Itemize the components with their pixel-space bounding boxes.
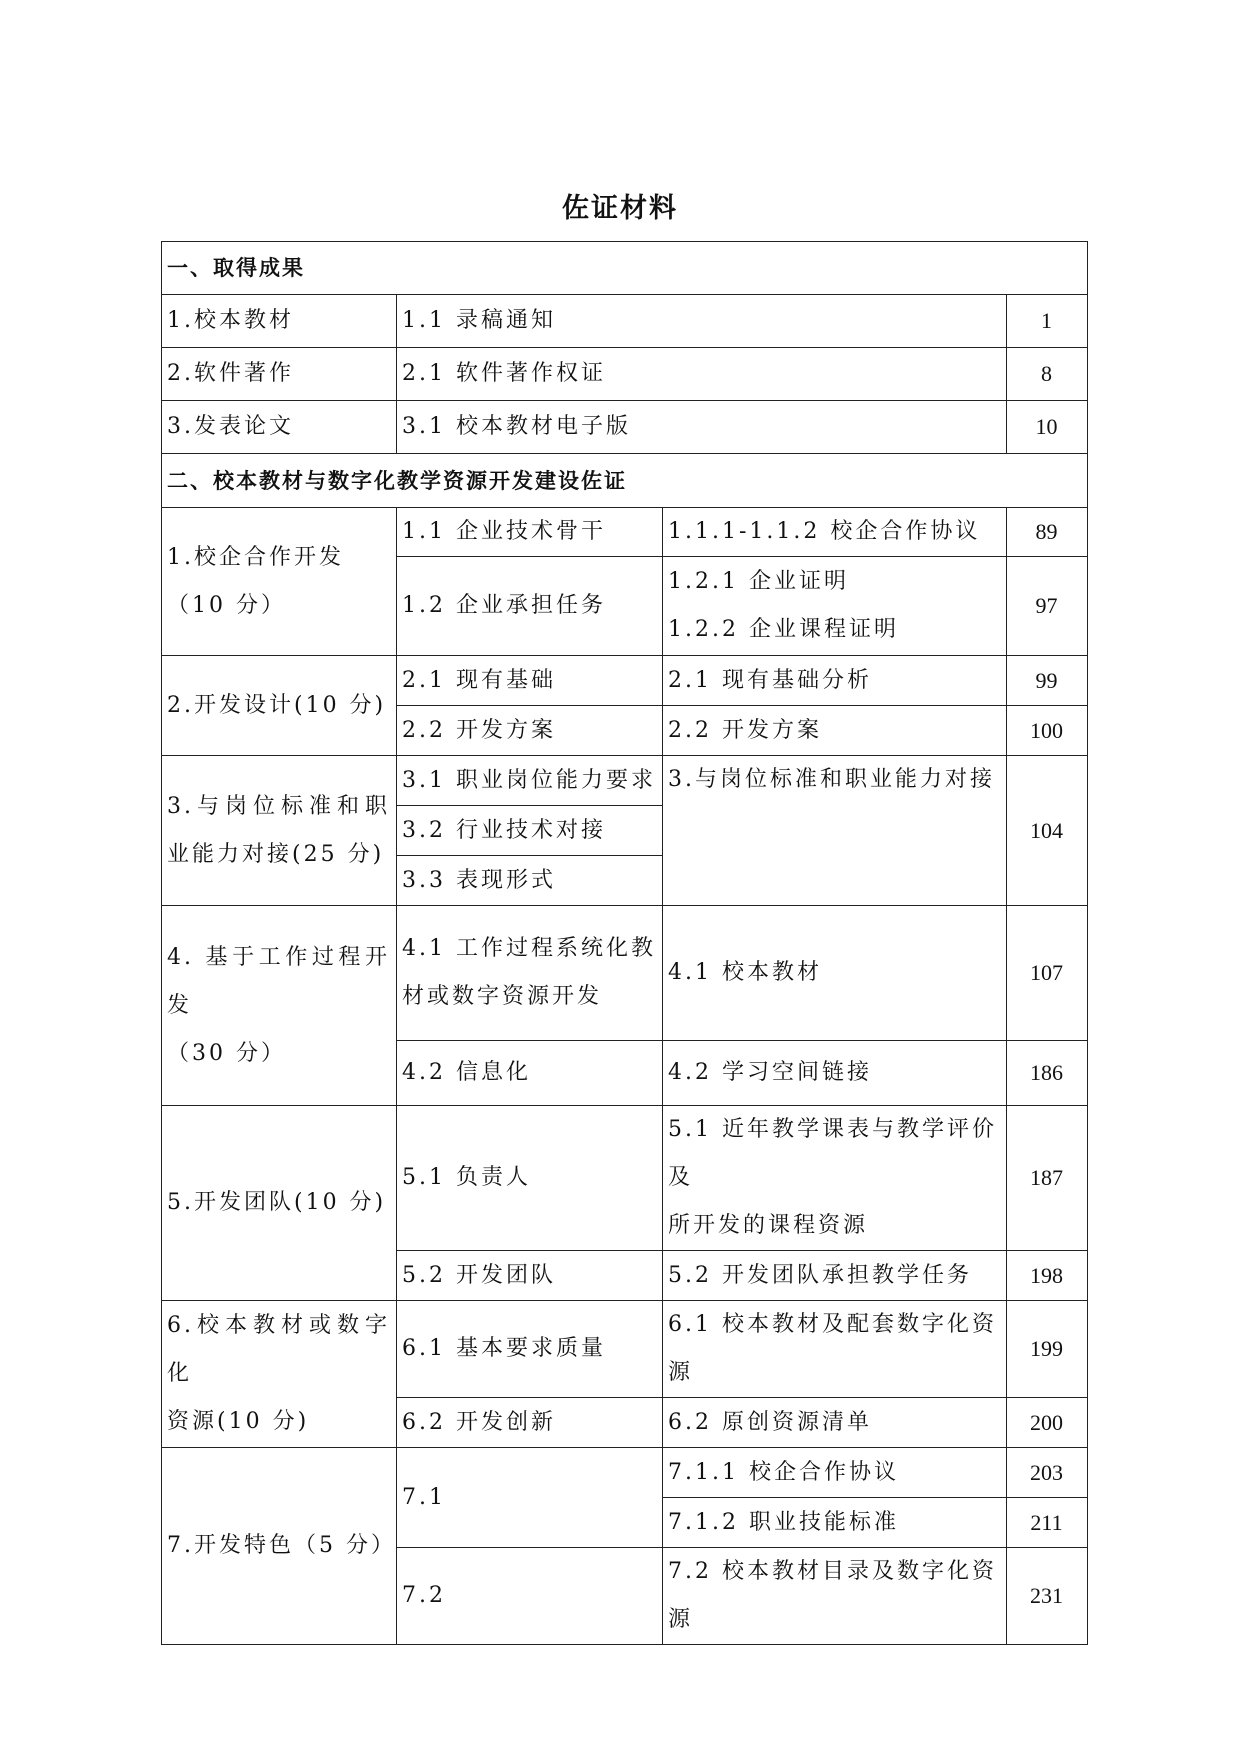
page-number: 1 (1007, 295, 1088, 348)
evidence-line: 所开发的课程资源 (668, 1213, 869, 1238)
page-number: 8 (1007, 348, 1088, 401)
category-line: 发 (167, 992, 193, 1018)
category-cell (162, 1301, 397, 1448)
item-cell: 2.2 开发方案 (397, 706, 663, 756)
category-line: （10 分） (167, 592, 286, 618)
page-number: 231 (1007, 1548, 1088, 1645)
evidence-cell: 1.1.1-1.1.2 校企合作协议 (663, 508, 1007, 557)
page-number: 99 (1007, 656, 1088, 706)
category-line: 1.校企合作开发 (167, 544, 344, 570)
evidence-cell: 7.2 校本教材目录及数字化资源 (663, 1548, 1007, 1645)
page-number: 89 (1007, 508, 1088, 557)
category-line: 4. 基于工作过程开 (167, 944, 390, 970)
page-number: 187 (1007, 1106, 1088, 1251)
category-line: 业能力对接(25 分) (167, 841, 385, 867)
category-cell: 2.软件著作 (162, 348, 397, 401)
category-cell (162, 906, 397, 1106)
evidence-cell: 7.1.2 职业技能标准 (663, 1498, 1007, 1548)
item-cell: 4.2 信息化 (397, 1041, 663, 1106)
page-number: 107 (1007, 906, 1088, 1041)
category-line: 资源(10 分) (167, 1409, 310, 1434)
category-cell: 3.发表论文 (162, 401, 397, 454)
item-cell: 6.2 开发创新 (397, 1398, 663, 1448)
item-cell: 2.1 软件著作权证 (397, 348, 1007, 401)
item-cell: 1.2 企业承担任务 (397, 557, 663, 656)
item-cell: 1.1 企业技术骨干 (397, 508, 663, 557)
category-cell (162, 756, 397, 906)
section-header-row (162, 242, 1088, 295)
page-number: 97 (1007, 557, 1088, 656)
item-cell: 7.1 (397, 1448, 663, 1548)
category-cell: 7.开发特色（5 分） (162, 1448, 397, 1645)
evidence-cell: 5.2 开发团队承担教学任务 (663, 1251, 1007, 1301)
evidence-cell: 7.1.1 校企合作协议 (663, 1448, 1007, 1498)
item-cell: 3.2 行业技术对接 (397, 806, 663, 856)
page-number: 198 (1007, 1251, 1088, 1301)
page-number: 10 (1007, 401, 1088, 454)
evidence-cell: 2.1 现有基础分析 (663, 656, 1007, 706)
table-row (162, 1106, 1088, 1251)
item-cell: 5.1 负责人 (397, 1106, 663, 1251)
table-row (162, 1448, 1088, 1498)
item-cell: 2.1 现有基础 (397, 656, 663, 706)
evidence-cell: 4.1 校本教材 (663, 906, 1007, 1041)
category-line: 3.与岗位标准和职 (167, 793, 390, 819)
table-row (162, 1301, 1088, 1398)
evidence-cell: 3.与岗位标准和职业能力对接 (663, 756, 1007, 906)
evidence-line: 1.2.2 企业课程证明 (668, 617, 899, 642)
page-number: 203 (1007, 1448, 1088, 1498)
category-cell: 5.开发团队(10 分) (162, 1106, 397, 1301)
table-row (162, 756, 1088, 806)
item-cell (397, 906, 663, 1041)
item-cell: 7.2 (397, 1548, 663, 1645)
section-heading: 二、校本教材与数字化教学资源开发建设佐证 (162, 454, 1088, 508)
item-line: 4.1 工作过程系统化教 (402, 936, 656, 961)
evidence-table (161, 241, 1088, 1645)
page-number: 211 (1007, 1498, 1088, 1548)
item-cell: 3.1 校本教材电子版 (397, 401, 1007, 454)
evidence-line: 1.2.1 企业证明 (668, 569, 849, 594)
page-title: 佐证材料 (562, 193, 678, 224)
category-cell: 2.开发设计(10 分) (162, 656, 397, 756)
evidence-cell: 4.2 学习空间链接 (663, 1041, 1007, 1106)
item-cell: 6.1 基本要求质量 (397, 1301, 663, 1398)
item-cell: 5.2 开发团队 (397, 1251, 663, 1301)
section-heading: 一、取得成果 (162, 242, 1088, 295)
evidence-cell: 6.2 原创资源清单 (663, 1398, 1007, 1448)
item-cell: 1.1 录稿通知 (397, 295, 1007, 348)
item-line: 材或数字资源开发 (402, 984, 603, 1009)
evidence-cell (663, 1106, 1007, 1251)
table-row (162, 401, 1088, 454)
page-number: 100 (1007, 706, 1088, 756)
table-row (162, 656, 1088, 706)
table-row (162, 348, 1088, 401)
category-cell (162, 508, 397, 656)
table-row (162, 508, 1088, 557)
category-line: （30 分） (167, 1040, 286, 1066)
page-number: 186 (1007, 1041, 1088, 1106)
category-line: 6.校本教材或数字化 (167, 1313, 390, 1386)
page-number: 200 (1007, 1398, 1088, 1448)
table-row (162, 906, 1088, 1041)
evidence-cell: 2.2 开发方案 (663, 706, 1007, 756)
evidence-cell: 6.1 校本教材及配套数字化资源 (663, 1301, 1007, 1398)
evidence-line: 5.1 近年教学课表与教学评价及 (668, 1117, 997, 1190)
section-header-row (162, 454, 1088, 508)
item-cell: 3.1 职业岗位能力要求 (397, 756, 663, 806)
evidence-cell (663, 557, 1007, 656)
table-row (162, 295, 1088, 348)
item-cell: 3.3 表现形式 (397, 856, 663, 906)
category-cell: 1.校本教材 (162, 295, 397, 348)
page-number: 104 (1007, 756, 1088, 906)
page-number: 199 (1007, 1301, 1088, 1398)
